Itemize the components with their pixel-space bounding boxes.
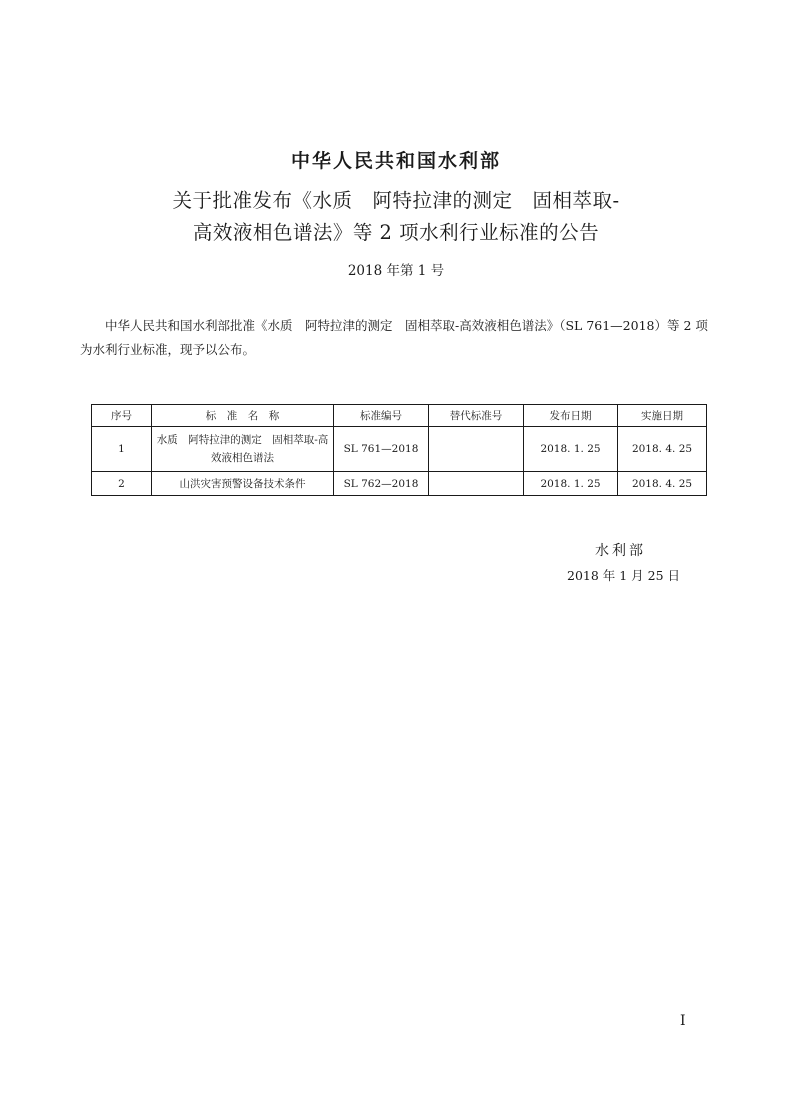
cell-replaces bbox=[429, 472, 524, 496]
cell-code: SL 761—2018 bbox=[334, 427, 429, 472]
cell-name: 山洪灾害预警设备技术条件 bbox=[152, 472, 334, 496]
cell-index: 1 bbox=[92, 427, 152, 472]
signature-date: 2018 年 1 月 25 日 bbox=[567, 568, 681, 583]
cell-publish-date: 2018. 1. 25 bbox=[524, 472, 618, 496]
announcement-body bbox=[80, 314, 712, 362]
table-row bbox=[92, 472, 707, 496]
col-header-replaces: 替代标准号 bbox=[429, 405, 524, 427]
standards-table bbox=[91, 404, 707, 496]
cell-name: 水质 阿特拉津的测定 固相萃取-高效液相色谱法 bbox=[152, 427, 334, 472]
col-header-index: 序号 bbox=[92, 405, 152, 427]
announcement-title-line-2: 高效液相色谱法》等 2 项水利行业标准的公告 bbox=[192, 221, 600, 244]
table-header-row bbox=[92, 405, 707, 427]
col-header-publish-date: 发布日期 bbox=[524, 405, 618, 427]
cell-index: 2 bbox=[92, 472, 152, 496]
document-number: 2018 年第 1 号 bbox=[347, 263, 445, 279]
announcement-title-line-1: 关于批准发布《水质 阿特拉津的测定 固相萃取- bbox=[172, 189, 620, 212]
issuing-authority: 中华人民共和国水利部 bbox=[290, 150, 501, 172]
cell-effective-date: 2018. 4. 25 bbox=[618, 427, 707, 472]
body-paragraph: 中华人民共和国水利部批准《水质 阿特拉津的测定 固相萃取-高效液相色谱法》（SL 761—2018）等 2 项为水利行业标准，现予以公布。 bbox=[80, 318, 708, 357]
cell-replaces bbox=[429, 427, 524, 472]
col-header-name: 标 准 名 称 bbox=[152, 405, 334, 427]
cell-code: SL 762—2018 bbox=[334, 472, 429, 496]
col-header-code: 标准编号 bbox=[334, 405, 429, 427]
cell-effective-date: 2018. 4. 25 bbox=[618, 472, 707, 496]
cell-publish-date: 2018. 1. 25 bbox=[524, 427, 618, 472]
page-number: I bbox=[680, 1013, 686, 1029]
table-row bbox=[92, 427, 707, 472]
col-header-effective-date: 实施日期 bbox=[618, 405, 707, 427]
signature-org: 水利部 bbox=[595, 543, 646, 559]
